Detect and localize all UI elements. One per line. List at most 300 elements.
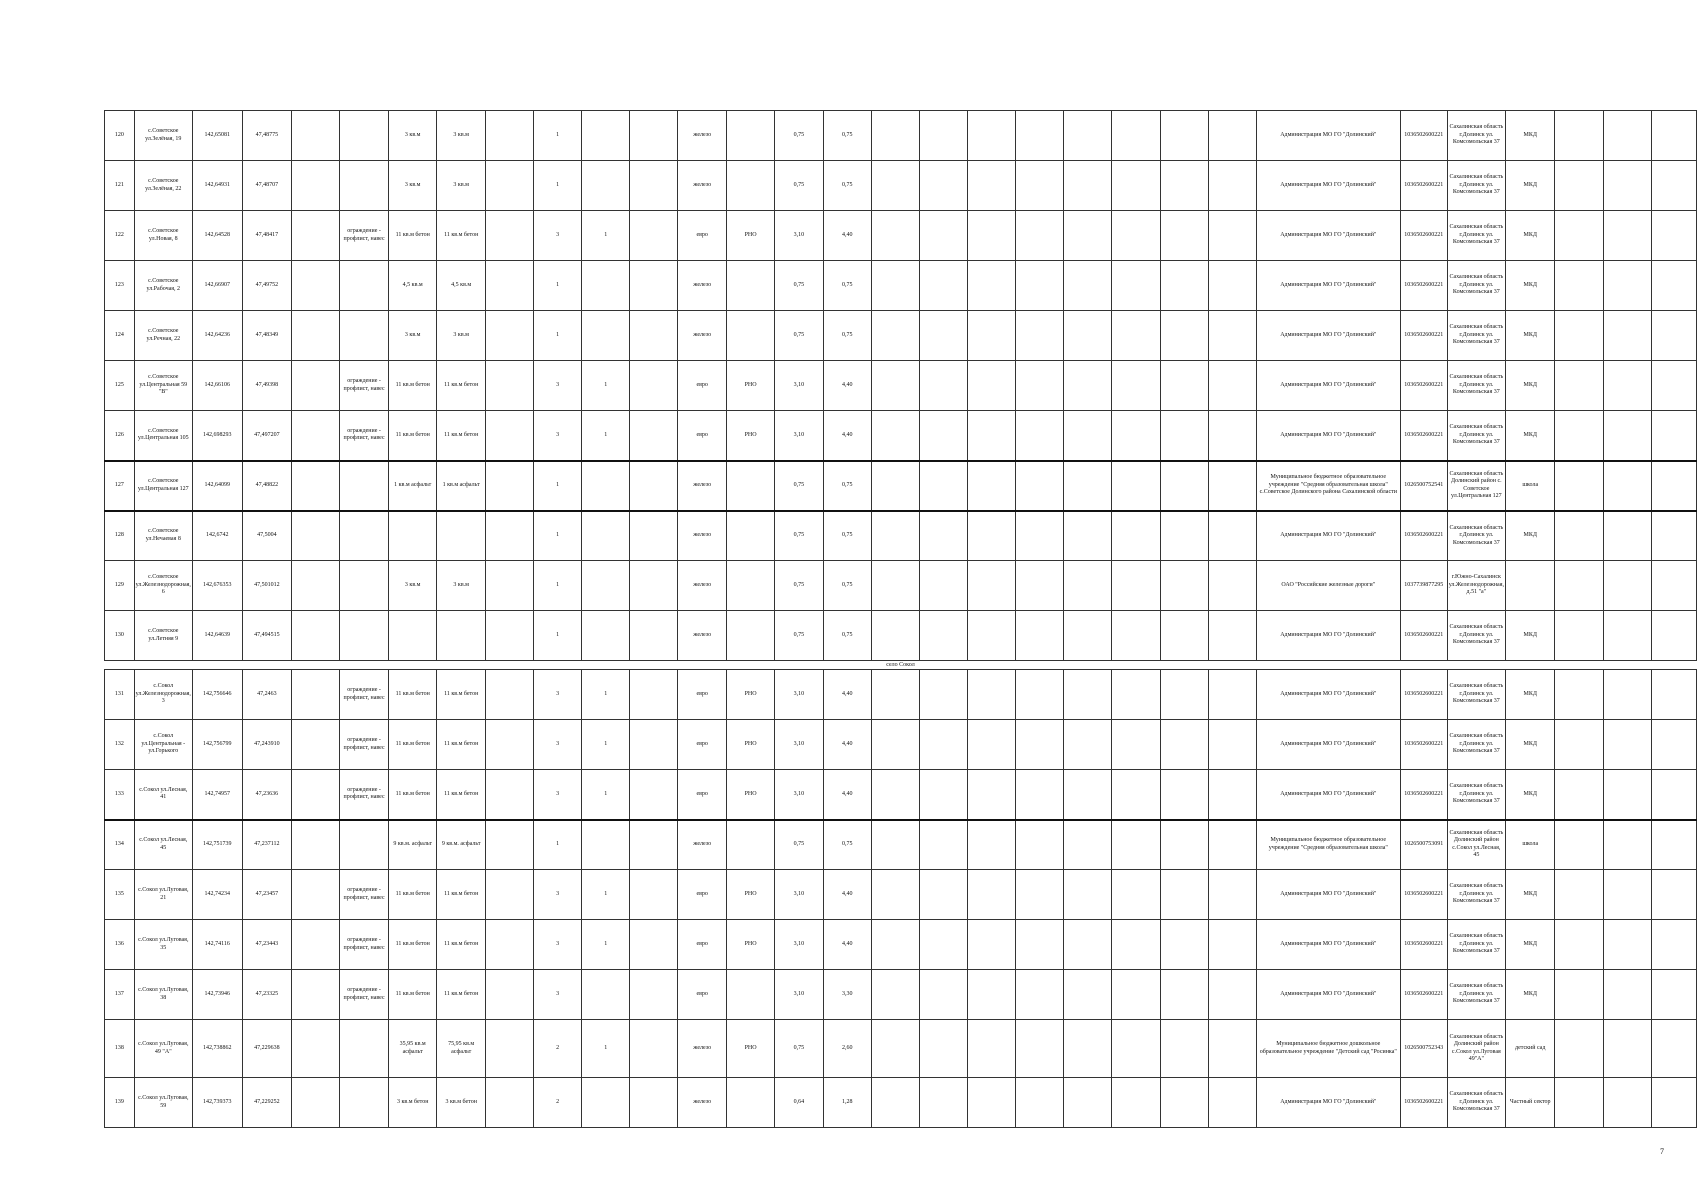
cell-empty bbox=[1651, 311, 1696, 361]
cell-waste-source: МКД bbox=[1505, 211, 1555, 261]
cell-container-count: 2 bbox=[534, 1020, 582, 1078]
cell-address: с.Советское ул.Речная, 22 bbox=[134, 311, 192, 361]
cell-empty bbox=[1112, 920, 1160, 970]
cell-area-actual: 3 кв.м bbox=[437, 161, 486, 211]
cell-owner-name: Администрация МО ГО "Долинский" bbox=[1256, 670, 1400, 720]
cell-empty bbox=[1016, 511, 1064, 561]
cell-empty bbox=[1160, 311, 1208, 361]
cell-area-actual: 11 кв.м бетон bbox=[437, 211, 486, 261]
cell-area-actual: 3 кв.м бетон bbox=[437, 1078, 486, 1128]
cell-container-type: железо bbox=[678, 1078, 726, 1128]
cell-empty bbox=[485, 1020, 533, 1078]
cell-owner-name: Администрация МО ГО "Долинский" bbox=[1256, 211, 1400, 261]
cell-empty bbox=[919, 820, 967, 870]
cell-owner-ogrn: 1036502600221 bbox=[1400, 920, 1447, 970]
cell-container-count: 3 bbox=[534, 211, 582, 261]
cell-container-count: 2 bbox=[534, 1078, 582, 1128]
cell-latitude: 47,48349 bbox=[242, 311, 292, 361]
cell-empty bbox=[1603, 670, 1651, 720]
cell-longitude: 142,6742 bbox=[192, 511, 242, 561]
cell-owner-name: Муниципальное бюджетное образовательное учреждение "Средняя образовательная школа" bbox=[1256, 820, 1400, 870]
cell-owner-name: Муниципальное бюджетное образовательное учреждение "Средняя образовательная школа" с.Советское Долинского района Сахалинской области bbox=[1256, 461, 1400, 511]
cell-empty bbox=[292, 161, 340, 211]
cell-area-planned: 11 кв.м бетон bbox=[388, 970, 437, 1020]
section-title: село Сокол bbox=[105, 661, 1697, 670]
cell-area-actual: 11 кв.м бетон bbox=[437, 670, 486, 720]
cell-empty bbox=[1016, 611, 1064, 661]
cell-container-type: железо bbox=[678, 261, 726, 311]
cell-bin-count bbox=[582, 511, 630, 561]
cell-owner-ogrn: 1037739877295 bbox=[1400, 561, 1447, 611]
cell-longitude: 142,64931 bbox=[192, 161, 242, 211]
cell-rno-mark bbox=[726, 311, 774, 361]
cell-area-planned bbox=[388, 511, 437, 561]
cell-longitude: 142,756646 bbox=[192, 670, 242, 720]
cell-bin-count bbox=[582, 461, 630, 511]
cell-empty bbox=[968, 670, 1016, 720]
cell-waste-source: школа bbox=[1505, 461, 1555, 511]
cell-waste-source: МКД bbox=[1505, 361, 1555, 411]
cell-volume-total: 0,75 bbox=[823, 261, 871, 311]
cell-empty bbox=[485, 261, 533, 311]
cell-empty bbox=[630, 461, 678, 511]
cell-latitude: 47,23443 bbox=[242, 920, 292, 970]
cell-empty bbox=[1208, 611, 1256, 661]
cell-empty bbox=[919, 511, 967, 561]
cell-empty bbox=[1160, 161, 1208, 211]
cell-latitude: 47,23636 bbox=[242, 770, 292, 820]
cell-empty bbox=[1112, 211, 1160, 261]
cell-empty bbox=[1112, 561, 1160, 611]
cell-empty bbox=[1208, 920, 1256, 970]
cell-empty bbox=[1112, 511, 1160, 561]
cell-empty bbox=[1160, 511, 1208, 561]
cell-container-count: 1 bbox=[534, 261, 582, 311]
cell-empty bbox=[1208, 411, 1256, 461]
cell-volume-total: 4,40 bbox=[823, 870, 871, 920]
cell-longitude: 142,64528 bbox=[192, 211, 242, 261]
cell-empty bbox=[485, 511, 533, 561]
cell-longitude: 142,64099 bbox=[192, 461, 242, 511]
cell-waste-source: МКД bbox=[1505, 261, 1555, 311]
cell-container-type: железо bbox=[678, 820, 726, 870]
cell-empty bbox=[1016, 820, 1064, 870]
cell-area-planned: 4,5 кв.м bbox=[388, 261, 437, 311]
cell-empty bbox=[630, 770, 678, 820]
cell-volume-container: 0,75 bbox=[775, 311, 823, 361]
cell-empty bbox=[871, 461, 919, 511]
cell-bin-count bbox=[582, 561, 630, 611]
cell-owner-ogrn: 1036502600221 bbox=[1400, 161, 1447, 211]
cell-waste-source: детский сад bbox=[1505, 1020, 1555, 1078]
cell-empty bbox=[1016, 311, 1064, 361]
cell-area-planned: 11 кв.м бетон bbox=[388, 361, 437, 411]
section-row bbox=[105, 661, 1697, 670]
cell-empty bbox=[919, 411, 967, 461]
cell-empty bbox=[485, 311, 533, 361]
cell-volume-container: 3,10 bbox=[775, 670, 823, 720]
cell-volume-total: 4,40 bbox=[823, 920, 871, 970]
cell-empty bbox=[1208, 561, 1256, 611]
cell-empty bbox=[1208, 670, 1256, 720]
cell-address: с.Советское ул.Центральная 127 bbox=[134, 461, 192, 511]
cell-empty bbox=[919, 670, 967, 720]
cell-empty bbox=[1016, 211, 1064, 261]
cell-empty bbox=[871, 920, 919, 970]
cell-empty bbox=[968, 920, 1016, 970]
cell-empty bbox=[1651, 161, 1696, 211]
cell-container-count: 1 bbox=[534, 111, 582, 161]
cell-rno-mark bbox=[726, 261, 774, 311]
cell-empty bbox=[1112, 411, 1160, 461]
cell-empty bbox=[1016, 1078, 1064, 1128]
cell-address: с.Сокол ул.Лесная, 41 bbox=[134, 770, 192, 820]
cell-container-count: 1 bbox=[534, 511, 582, 561]
cell-empty bbox=[871, 361, 919, 411]
table-row bbox=[105, 111, 1697, 161]
cell-container-type: евро bbox=[678, 920, 726, 970]
cell-volume-total: 0,75 bbox=[823, 111, 871, 161]
cell-empty bbox=[1112, 770, 1160, 820]
cell-fence-description: ограждение - профлист, навес bbox=[340, 720, 389, 770]
cell-fence-description bbox=[340, 311, 389, 361]
cell-empty bbox=[292, 261, 340, 311]
cell-rno-mark: РНО bbox=[726, 361, 774, 411]
cell-empty bbox=[485, 670, 533, 720]
cell-empty bbox=[1160, 561, 1208, 611]
table-row bbox=[105, 161, 1697, 211]
cell-empty bbox=[1016, 161, 1064, 211]
cell-empty bbox=[1064, 461, 1112, 511]
cell-owner-ogrn: 1036502600221 bbox=[1400, 611, 1447, 661]
cell-row-number: 136 bbox=[105, 920, 135, 970]
cell-empty bbox=[485, 211, 533, 261]
cell-empty bbox=[1555, 111, 1603, 161]
cell-empty bbox=[1603, 161, 1651, 211]
cell-empty bbox=[1208, 1078, 1256, 1128]
cell-owner-address: г.Южно-Сахалинск ул.Железнодорожная, д.51 "а" bbox=[1447, 561, 1505, 611]
cell-empty bbox=[1555, 261, 1603, 311]
cell-fence-description: ограждение - профлист, навес bbox=[340, 361, 389, 411]
cell-owner-ogrn: 1036502600221 bbox=[1400, 311, 1447, 361]
cell-container-count: 3 bbox=[534, 361, 582, 411]
cell-empty bbox=[485, 461, 533, 511]
cell-empty bbox=[485, 111, 533, 161]
cell-bin-count: 1 bbox=[582, 411, 630, 461]
cell-empty bbox=[1112, 161, 1160, 211]
cell-area-actual: 11 кв.м бетон bbox=[437, 770, 486, 820]
cell-address: с.Сокол ул.Луговая, 59 bbox=[134, 1078, 192, 1128]
cell-owner-address: Сахалинская область г.Долинск ул. Комсомольская 37 bbox=[1447, 1078, 1505, 1128]
cell-area-planned: 11 кв.м бетон bbox=[388, 211, 437, 261]
cell-address: с.Советское ул.Нечаевая 8 bbox=[134, 511, 192, 561]
cell-empty bbox=[292, 111, 340, 161]
cell-empty bbox=[292, 1020, 340, 1078]
cell-container-type: железо bbox=[678, 1020, 726, 1078]
cell-owner-name: Администрация МО ГО "Долинский" bbox=[1256, 411, 1400, 461]
cell-empty bbox=[968, 511, 1016, 561]
cell-latitude: 47,23457 bbox=[242, 870, 292, 920]
cell-latitude: 47,48707 bbox=[242, 161, 292, 211]
cell-row-number: 120 bbox=[105, 111, 135, 161]
cell-fence-description: ограждение - профлист, навес bbox=[340, 211, 389, 261]
cell-volume-total: 0,75 bbox=[823, 461, 871, 511]
cell-longitude: 142,73946 bbox=[192, 970, 242, 1020]
cell-address: с.Сокол ул.Луговая, 38 bbox=[134, 970, 192, 1020]
cell-empty bbox=[1603, 361, 1651, 411]
cell-volume-container: 0,75 bbox=[775, 561, 823, 611]
cell-container-type: железо bbox=[678, 161, 726, 211]
cell-empty bbox=[1651, 411, 1696, 461]
cell-owner-ogrn: 1026500752343 bbox=[1400, 1020, 1447, 1078]
cell-volume-total: 0,75 bbox=[823, 611, 871, 661]
cell-volume-container: 3,10 bbox=[775, 720, 823, 770]
cell-empty bbox=[1651, 211, 1696, 261]
cell-area-planned: 3 кв.м bbox=[388, 311, 437, 361]
cell-empty bbox=[292, 870, 340, 920]
cell-empty bbox=[1064, 1078, 1112, 1128]
cell-rno-mark bbox=[726, 111, 774, 161]
cell-waste-source: МКД bbox=[1505, 111, 1555, 161]
cell-waste-source: Частный сектор bbox=[1505, 1078, 1555, 1128]
cell-empty bbox=[1651, 1020, 1696, 1078]
cell-waste-source: МКД bbox=[1505, 161, 1555, 211]
cell-area-planned: 35,95 кв.м асфальт bbox=[388, 1020, 437, 1078]
table-row bbox=[105, 261, 1697, 311]
cell-row-number: 123 bbox=[105, 261, 135, 311]
cell-volume-container: 0,75 bbox=[775, 820, 823, 870]
cell-volume-container: 3,10 bbox=[775, 211, 823, 261]
cell-address: с.Советское ул.Летняя 9 bbox=[134, 611, 192, 661]
cell-empty bbox=[871, 770, 919, 820]
cell-bin-count bbox=[582, 611, 630, 661]
cell-rno-mark: РНО bbox=[726, 411, 774, 461]
cell-volume-container: 0,75 bbox=[775, 161, 823, 211]
cell-empty bbox=[1651, 870, 1696, 920]
cell-empty bbox=[1160, 461, 1208, 511]
cell-empty bbox=[1064, 211, 1112, 261]
cell-empty bbox=[1112, 1020, 1160, 1078]
cell-container-type: железо bbox=[678, 511, 726, 561]
cell-longitude: 142,74957 bbox=[192, 770, 242, 820]
cell-area-actual bbox=[437, 511, 486, 561]
cell-empty bbox=[1603, 211, 1651, 261]
cell-volume-total: 4,40 bbox=[823, 720, 871, 770]
cell-empty bbox=[968, 161, 1016, 211]
cell-empty bbox=[968, 111, 1016, 161]
cell-owner-name: Администрация МО ГО "Долинский" bbox=[1256, 111, 1400, 161]
cell-fence-description bbox=[340, 1020, 389, 1078]
cell-empty bbox=[919, 111, 967, 161]
cell-address: с.Советское ул.Железнодорожная, 6 bbox=[134, 561, 192, 611]
cell-empty bbox=[292, 311, 340, 361]
cell-owner-address: Сахалинская область г.Долинск ул. Комсомольская 37 bbox=[1447, 670, 1505, 720]
cell-container-type: евро bbox=[678, 720, 726, 770]
cell-empty bbox=[1555, 461, 1603, 511]
cell-fence-description bbox=[340, 561, 389, 611]
cell-empty bbox=[1555, 511, 1603, 561]
cell-rno-mark: РНО bbox=[726, 920, 774, 970]
cell-empty bbox=[1651, 461, 1696, 511]
table-row bbox=[105, 670, 1697, 720]
table-row bbox=[105, 970, 1697, 1020]
cell-area-planned: 11 кв.м бетон bbox=[388, 720, 437, 770]
cell-empty bbox=[1603, 461, 1651, 511]
cell-empty bbox=[630, 161, 678, 211]
cell-address: с.Советское ул.Новая, 8 bbox=[134, 211, 192, 261]
cell-empty bbox=[968, 461, 1016, 511]
cell-empty bbox=[968, 1078, 1016, 1128]
cell-owner-ogrn: 1036502600221 bbox=[1400, 361, 1447, 411]
cell-container-type: железо bbox=[678, 461, 726, 511]
cell-latitude: 47,237112 bbox=[242, 820, 292, 870]
cell-empty bbox=[1651, 511, 1696, 561]
cell-empty bbox=[871, 670, 919, 720]
cell-row-number: 124 bbox=[105, 311, 135, 361]
cell-volume-total: 4,40 bbox=[823, 770, 871, 820]
cell-empty bbox=[1208, 361, 1256, 411]
table-row bbox=[105, 870, 1697, 920]
cell-empty bbox=[1651, 670, 1696, 720]
cell-empty bbox=[919, 720, 967, 770]
cell-empty bbox=[1160, 820, 1208, 870]
cell-latitude: 47,23325 bbox=[242, 970, 292, 1020]
cell-rno-mark bbox=[726, 161, 774, 211]
cell-empty bbox=[1651, 261, 1696, 311]
cell-empty bbox=[871, 1078, 919, 1128]
cell-address: с.Советское ул.Зелёная, 19 bbox=[134, 111, 192, 161]
cell-empty bbox=[871, 411, 919, 461]
cell-empty bbox=[1064, 411, 1112, 461]
cell-empty bbox=[292, 561, 340, 611]
cell-latitude: 47,229252 bbox=[242, 1078, 292, 1128]
cell-empty bbox=[1064, 1020, 1112, 1078]
table-row bbox=[105, 311, 1697, 361]
cell-empty bbox=[1016, 361, 1064, 411]
cell-latitude: 47,2463 bbox=[242, 670, 292, 720]
cell-empty bbox=[1016, 770, 1064, 820]
cell-empty bbox=[1112, 111, 1160, 161]
cell-waste-source: МКД bbox=[1505, 870, 1555, 920]
cell-address: с.Сокол ул.Луговая, 35 bbox=[134, 920, 192, 970]
cell-empty bbox=[1555, 361, 1603, 411]
cell-volume-total: 0,75 bbox=[823, 161, 871, 211]
cell-empty bbox=[1064, 561, 1112, 611]
cell-empty bbox=[292, 611, 340, 661]
cell-longitude: 142,65081 bbox=[192, 111, 242, 161]
cell-area-actual: 11 кв.м бетон bbox=[437, 870, 486, 920]
cell-area-planned: 11 кв.м бетон bbox=[388, 770, 437, 820]
cell-owner-address: Сахалинская область г.Долинск ул. Комсомольская 37 bbox=[1447, 870, 1505, 920]
cell-volume-container: 0,75 bbox=[775, 111, 823, 161]
cell-owner-ogrn: 1036502600221 bbox=[1400, 670, 1447, 720]
table-row bbox=[105, 1078, 1697, 1128]
cell-empty bbox=[968, 970, 1016, 1020]
cell-empty bbox=[292, 920, 340, 970]
cell-owner-name: Администрация МО ГО "Долинский" bbox=[1256, 770, 1400, 820]
cell-empty bbox=[1208, 1020, 1256, 1078]
cell-rno-mark bbox=[726, 611, 774, 661]
cell-empty bbox=[1555, 561, 1603, 611]
cell-empty bbox=[1112, 720, 1160, 770]
cell-volume-container: 0,75 bbox=[775, 461, 823, 511]
cell-bin-count bbox=[582, 1078, 630, 1128]
cell-volume-container: 0,64 bbox=[775, 1078, 823, 1128]
cell-volume-total: 0,75 bbox=[823, 511, 871, 561]
cell-empty bbox=[1208, 211, 1256, 261]
cell-owner-ogrn: 1036502600221 bbox=[1400, 720, 1447, 770]
cell-empty bbox=[1064, 161, 1112, 211]
cell-empty bbox=[630, 561, 678, 611]
cell-empty bbox=[1208, 770, 1256, 820]
cell-empty bbox=[1651, 920, 1696, 970]
cell-waste-source: МКД bbox=[1505, 920, 1555, 970]
cell-waste-source: МКД bbox=[1505, 770, 1555, 820]
cell-area-actual: 11 кв.м бетон bbox=[437, 411, 486, 461]
cell-container-count: 1 bbox=[534, 161, 582, 211]
cell-empty bbox=[1555, 311, 1603, 361]
cell-address: с.Советское ул.Рабочая, 2 bbox=[134, 261, 192, 311]
cell-rno-mark: РНО bbox=[726, 670, 774, 720]
page-number: 7 bbox=[1660, 1147, 1664, 1156]
cell-empty bbox=[919, 311, 967, 361]
cell-rno-mark bbox=[726, 461, 774, 511]
cell-empty bbox=[1603, 870, 1651, 920]
cell-latitude: 47,49398 bbox=[242, 361, 292, 411]
cell-address: с.Сокол ул.Лесная, 45 bbox=[134, 820, 192, 870]
cell-empty bbox=[1112, 970, 1160, 1020]
cell-owner-address: Сахалинская область Долинский район с.Сокол ул.Луговая 49"А" bbox=[1447, 1020, 1505, 1078]
cell-bin-count: 1 bbox=[582, 361, 630, 411]
cell-volume-container: 0,75 bbox=[775, 611, 823, 661]
cell-container-count: 3 bbox=[534, 970, 582, 1020]
cell-waste-source: МКД bbox=[1505, 411, 1555, 461]
cell-empty bbox=[1651, 770, 1696, 820]
cell-empty bbox=[1160, 720, 1208, 770]
cell-owner-address: Сахалинская область г.Долинск ул. Комсомольская 37 bbox=[1447, 920, 1505, 970]
cell-empty bbox=[1555, 870, 1603, 920]
cell-fence-description bbox=[340, 461, 389, 511]
cell-empty bbox=[968, 870, 1016, 920]
cell-area-actual: 1 кв.м асфальт bbox=[437, 461, 486, 511]
table-row bbox=[105, 461, 1697, 511]
cell-empty bbox=[968, 311, 1016, 361]
cell-empty bbox=[630, 670, 678, 720]
cell-empty bbox=[1208, 161, 1256, 211]
cell-row-number: 126 bbox=[105, 411, 135, 461]
cell-address: с.Советское ул.Центральная 59 "В" bbox=[134, 361, 192, 411]
cell-container-type: железо bbox=[678, 111, 726, 161]
cell-bin-count: 1 bbox=[582, 770, 630, 820]
cell-area-planned: 3 кв.м bbox=[388, 111, 437, 161]
cell-owner-address: Сахалинская область г.Долинск ул. Комсомольская 37 bbox=[1447, 770, 1505, 820]
cell-bin-count: 1 bbox=[582, 1020, 630, 1078]
cell-owner-name: Администрация МО ГО "Долинский" bbox=[1256, 511, 1400, 561]
cell-container-count: 1 bbox=[534, 611, 582, 661]
cell-empty bbox=[630, 411, 678, 461]
cell-empty bbox=[630, 1020, 678, 1078]
cell-empty bbox=[919, 161, 967, 211]
cell-empty bbox=[1651, 561, 1696, 611]
cell-container-count: 3 bbox=[534, 870, 582, 920]
table-row bbox=[105, 411, 1697, 461]
cell-empty bbox=[292, 820, 340, 870]
cell-empty bbox=[1555, 411, 1603, 461]
cell-empty bbox=[630, 511, 678, 561]
cell-area-actual: 75,95 кв.м асфальт bbox=[437, 1020, 486, 1078]
table-row bbox=[105, 611, 1697, 661]
cell-volume-total: 4,40 bbox=[823, 670, 871, 720]
